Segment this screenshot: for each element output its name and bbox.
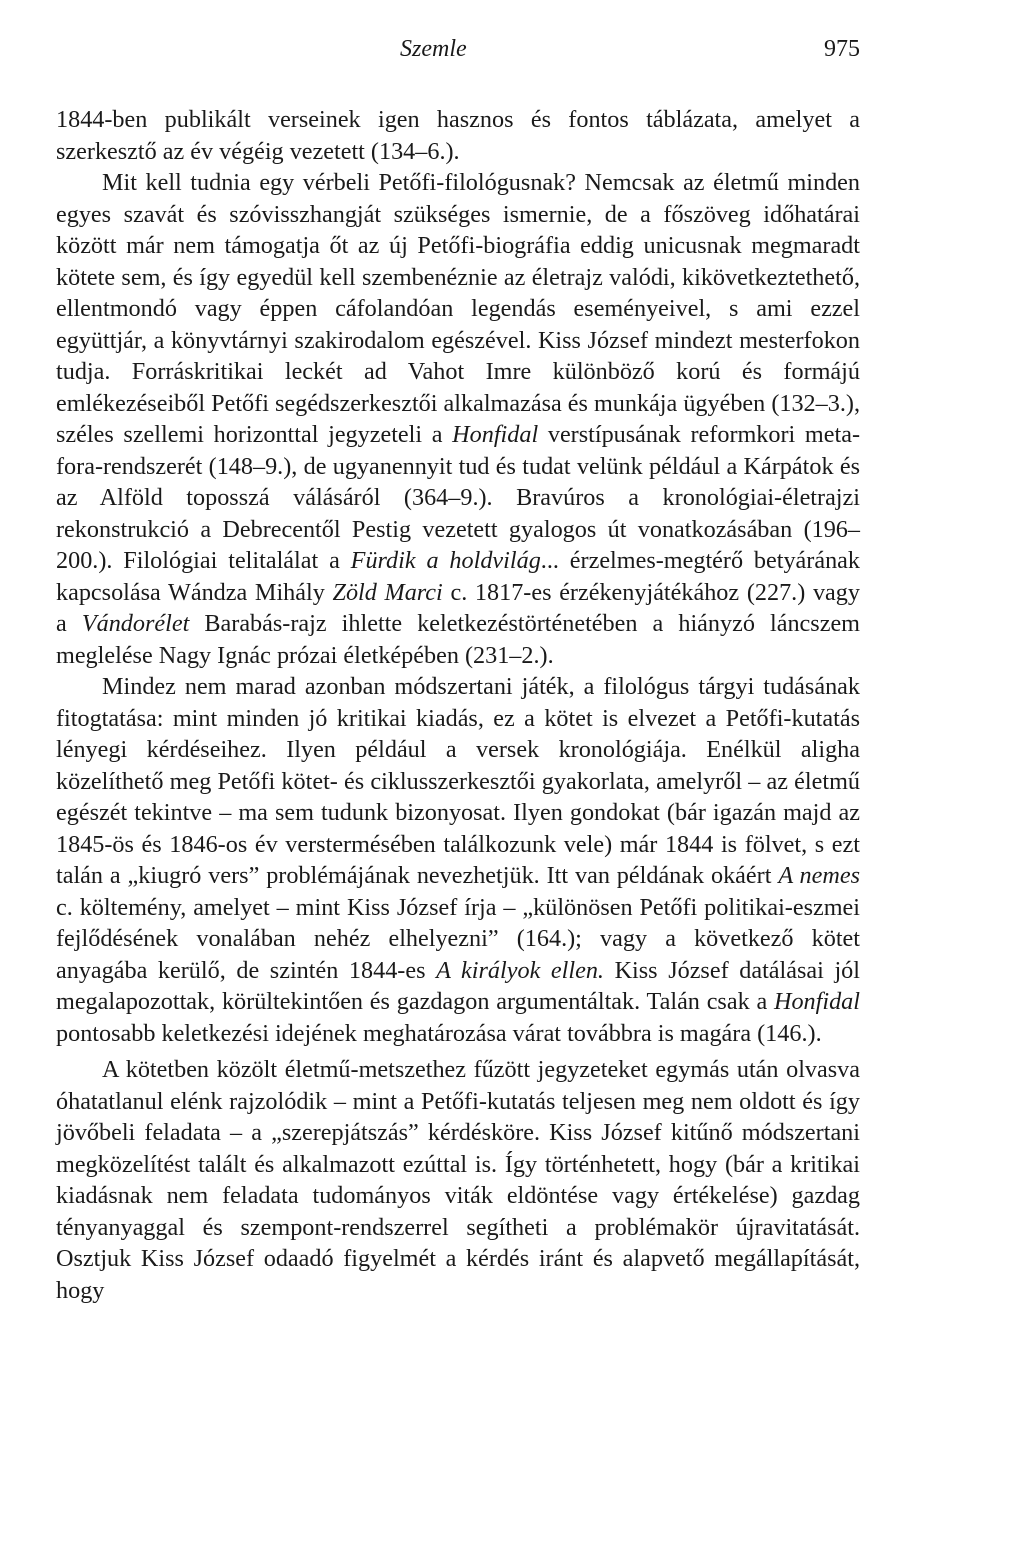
italic-title: Vándorélet bbox=[81, 610, 190, 637]
italic-title: Fürdik a holdvilág bbox=[350, 547, 541, 574]
text-run: Barabás-rajz ihlette keletkezéstörténetében a hiányzó láncszem meglelése Nagy Ignác prózai életképében (231–2.). bbox=[56, 610, 860, 669]
page-header bbox=[56, 32, 860, 66]
text-run: c. költemény, amelyet – mint Kiss József írja – „különösen Petőfi politikai-eszmei fejlődésének vonalában nehéz elhelyezni” (164.); vagy a következő kötet anyagába kerülő, de szintén 1844-es bbox=[56, 893, 860, 984]
running-title: Szemle bbox=[400, 36, 467, 62]
text-run: Kiss József datálásai jól megalapozottak, körültekintően és gazdagon argumentáltak. Talán csak a bbox=[56, 956, 860, 1015]
italic-title: Honfidal bbox=[452, 421, 539, 448]
text-run: c. 1817-es érzékenyjátékához (227.) vagy a bbox=[56, 578, 860, 637]
article-body bbox=[56, 104, 860, 1306]
italic-title: A nemes bbox=[778, 862, 860, 889]
text-run: A kötetben közölt életmű-metszethez fűzött jegyzeteket egymás után olvasva óhatatlanul elénk rajzolódik – mint a Petőfi-kutatás teljesen meg nem oldott és így jövőbeli feladata – a „szerepjátszás” kérdésköre. Kiss József kitűnő módszertani megközelítést talált és alkalmazott ezúttal is. Így történhetett, hogy (bár a kritikai kiadásnak nem feladata tudományos viták eldöntése vagy értékelése) gazdag tényanyaggal és szempont-rendszerrel segítheti a problémakör újravitatását. Osztjuk Kiss József odaadó figyelmét a kérdés iránt és alapvető megállapítását, hogy bbox=[56, 1056, 860, 1304]
text-run: pontosabb keletkezési idejének meghatározása várat továbbra is magára (146.). bbox=[56, 1019, 822, 1047]
paragraph-4 bbox=[56, 1054, 860, 1306]
text-run: Mindez nem marad azonban módszertani játék, a filológus tárgyi tudásának fitogtatása: mint minden jó kritikai kiadás, ez a kötet is elvezet a Petőfi-kutatás lényegi kérdéseihez. Ilyen például a versek kronológiája. Enélkül aligha közelíthető meg Petőfi kötet- és ciklusszerkesztői gyakorlata, amelyről – az életmű egészét tekintve – ma sem tudunk bizonyosat. Ilyen gondokat (bár igazán majd az 1845-ös és 1846-os év verstermésében találkozunk vele) már 1844 is fölvet, s ezt talán a „kiugró vers” problémájának nevezhetjük. Itt van példának okáért bbox=[56, 673, 860, 889]
paragraph-3 bbox=[56, 671, 860, 1049]
text-run: Mit kell tudnia egy vérbeli Petőfi-filológusnak? Nemcsak az életmű minden egyes szavát és szóvisszhangját szükséges ismernie, de a főszöveg időhatárai között már nem támogatja őt az új Petőfi-biográfia eddig unicusnak megmaradt kötete sem, és így egyedül kell szembenéznie az életrajz valódi, kikövetkeztethető, ellentmondó vagy éppen cáfolandóan legendás eseményeivel, s ami ezzel együttjár, a könyvtárnyi szakirodalom egészével. Kiss József mindezt mesterfokon tudja. Forráskritikai leckét ad Vahot Imre különböző korú és formájú emlékezéseiből Petőfi segédszerkesztői alkalmazása és munkája ügyében (132–3.), széles szellemi horizonttal jegyzeteli a bbox=[56, 169, 860, 448]
page-number: 975 bbox=[824, 36, 860, 62]
italic-title: Honfidal bbox=[773, 988, 860, 1015]
text-run: verstípusának reformkori metafora-rendszerét (148–9.), de ugyanennyit tud és tudat velünk például a Kárpátok és az Alföld toposszá válásáról (364–9.). Bravúros a kronológiai-életrajzi rekonstrukció a Debrecentől Pestig vezetett gyalogos út vonatkozásában (196–200.). Filológiai telitalálat a bbox=[56, 421, 860, 574]
paragraph-2 bbox=[56, 167, 860, 671]
italic-title: A királyok ellen. bbox=[436, 956, 604, 984]
italic-title: Zöld Marci bbox=[332, 578, 443, 606]
paragraph-1 bbox=[56, 104, 860, 167]
text-run: ... érzelmes-megtérő betyárának kapcsolása Wándza Mihály bbox=[56, 547, 860, 606]
text-run: 1844-ben publikált verseinek igen hasznos és fontos táblázata, amelyet a szerkesztő az év végéig vezetett (134–6.). bbox=[56, 106, 860, 165]
